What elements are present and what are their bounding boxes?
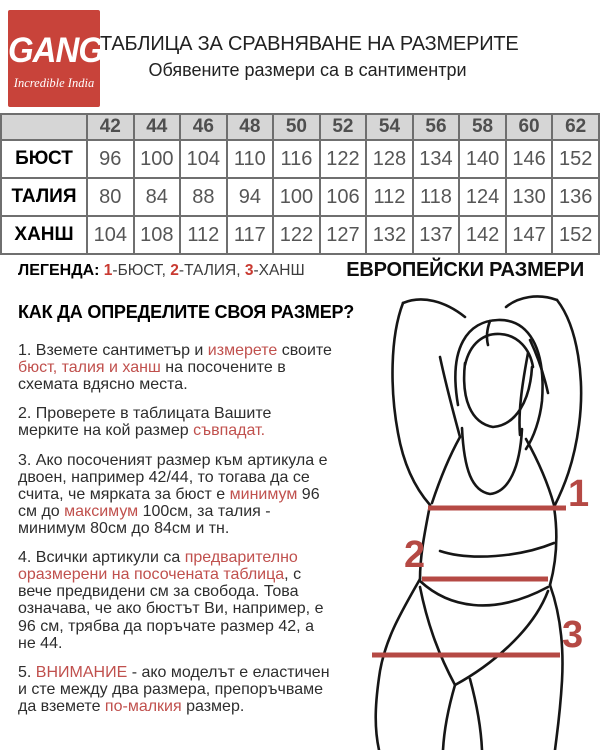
- size-value-cell: 127: [320, 216, 367, 254]
- size-col-header: 44: [134, 114, 181, 140]
- legend-name: -ХАНШ: [253, 261, 305, 279]
- bust-line-number: 1: [568, 473, 590, 515]
- size-value-cell: 134: [413, 140, 460, 178]
- legend-items: [104, 262, 305, 279]
- legend-label: ЛЕГЕНДА:: [18, 261, 100, 279]
- size-value-cell: 142: [459, 216, 506, 254]
- row-label: ТАЛИЯ: [1, 178, 87, 216]
- size-value-cell: 152: [552, 140, 599, 178]
- legend-name: -ТАЛИЯ,: [178, 261, 241, 279]
- size-value-cell: 100: [134, 140, 181, 178]
- corner-cell: [1, 114, 87, 140]
- size-value-cell: 122: [320, 140, 367, 178]
- instruction-item: 2. Проверете в таблицата Вашите мерките на кой размер съвпадат.: [18, 405, 272, 440]
- size-value-cell: 124: [459, 178, 506, 216]
- size-value-cell: 136: [552, 178, 599, 216]
- size-col-header: 52: [320, 114, 367, 140]
- instructions-list: [18, 342, 334, 727]
- size-col-header: 58: [459, 114, 506, 140]
- page-title: ТАБЛИЦА ЗА СРАВНЯВАНЕ НА РАЗМЕРИТЕ: [100, 33, 519, 55]
- size-col-header: 56: [413, 114, 460, 140]
- size-value-cell: 147: [506, 216, 553, 254]
- size-header-row: [1, 114, 599, 140]
- size-value-cell: 96: [87, 140, 134, 178]
- size-value-cell: 112: [180, 216, 227, 254]
- measurement-row: [1, 140, 599, 178]
- size-value-cell: 117: [227, 216, 274, 254]
- size-col-header: 60: [506, 114, 553, 140]
- size-value-cell: 88: [180, 178, 227, 216]
- size-value-cell: 94: [227, 178, 274, 216]
- instruction-item: 5. ВНИМАНИЕ - ако моделът е еластичен и сте между два размера, препоръчваме да вземете по-малкия размер.: [18, 663, 330, 715]
- size-value-cell: 106: [320, 178, 367, 216]
- size-value-cell: 122: [273, 216, 320, 254]
- hip-line-number: 3: [562, 614, 584, 656]
- legend-number: 2: [165, 261, 179, 279]
- legend-number: 1: [103, 261, 113, 279]
- size-value-cell: 110: [227, 140, 274, 178]
- legend: [18, 262, 305, 280]
- size-col-header: 62: [552, 114, 599, 140]
- instruction-item: 3. Ако посоченият размер към артикула е двоен, например 42/44, то тогава да се счита, че мярката за бюст е минимум 96 см до максимум 100см, за талия - минимум 80см до 84см и тн.: [18, 451, 328, 537]
- size-value-cell: 140: [459, 140, 506, 178]
- size-col-header: 50: [273, 114, 320, 140]
- size-col-header: 48: [227, 114, 274, 140]
- size-col-header: 46: [180, 114, 227, 140]
- instruction-item: 1. Вземете сантиметър и измерете своите бюст, талия и ханш на посочените в схемата вдясно места.: [18, 342, 332, 394]
- how-to-heading: КАК ДА ОПРЕДЕЛИТЕ СВОЯ РАЗМЕР?: [18, 302, 355, 322]
- size-value-cell: 80: [87, 178, 134, 216]
- waist-line-number: 2: [404, 534, 426, 576]
- measurement-row: [1, 216, 599, 254]
- size-value-cell: 108: [134, 216, 181, 254]
- size-value-cell: 132: [366, 216, 413, 254]
- size-value-cell: 112: [366, 178, 413, 216]
- size-value-cell: 152: [552, 216, 599, 254]
- brand-tagline: Incredible India: [13, 76, 95, 90]
- size-value-cell: 84: [134, 178, 181, 216]
- header-titles: [100, 33, 519, 81]
- brand-name: GANG: [8, 29, 103, 70]
- size-value-cell: 146: [506, 140, 553, 178]
- size-col-header: 42: [87, 114, 134, 140]
- size-value-cell: 128: [366, 140, 413, 178]
- measurement-row: [1, 178, 599, 216]
- row-label: БЮСТ: [1, 140, 87, 178]
- brand-logo: [8, 10, 103, 107]
- size-value-cell: 116: [273, 140, 320, 178]
- size-table: [0, 113, 600, 255]
- body-measurement-figure: [370, 295, 600, 750]
- size-value-cell: 100: [273, 178, 320, 216]
- size-value-cell: 137: [413, 216, 460, 254]
- page-subtitle: Обявените размери са в сантиментри: [148, 60, 467, 80]
- eu-sizes-title: ЕВРОПЕЙСКИ РАЗМЕРИ: [346, 259, 584, 281]
- legend-number: 3: [240, 261, 254, 279]
- size-value-cell: 104: [180, 140, 227, 178]
- size-col-header: 54: [366, 114, 413, 140]
- figure-outline: [376, 296, 584, 750]
- size-value-cell: 130: [506, 178, 553, 216]
- row-label: ХАНШ: [1, 216, 87, 254]
- size-value-cell: 118: [413, 178, 460, 216]
- size-value-cell: 104: [87, 216, 134, 254]
- legend-row: [18, 259, 584, 282]
- legend-name: -БЮСТ,: [112, 261, 166, 279]
- instruction-item: 4. Всички артикули са предварително оразмерени на посочената таблица, с вече предвидени см за свобода. Това означава, че ако бюстът Ви, например, е 96 см, трябва да поръчате размер 42, а не 44.: [18, 549, 324, 652]
